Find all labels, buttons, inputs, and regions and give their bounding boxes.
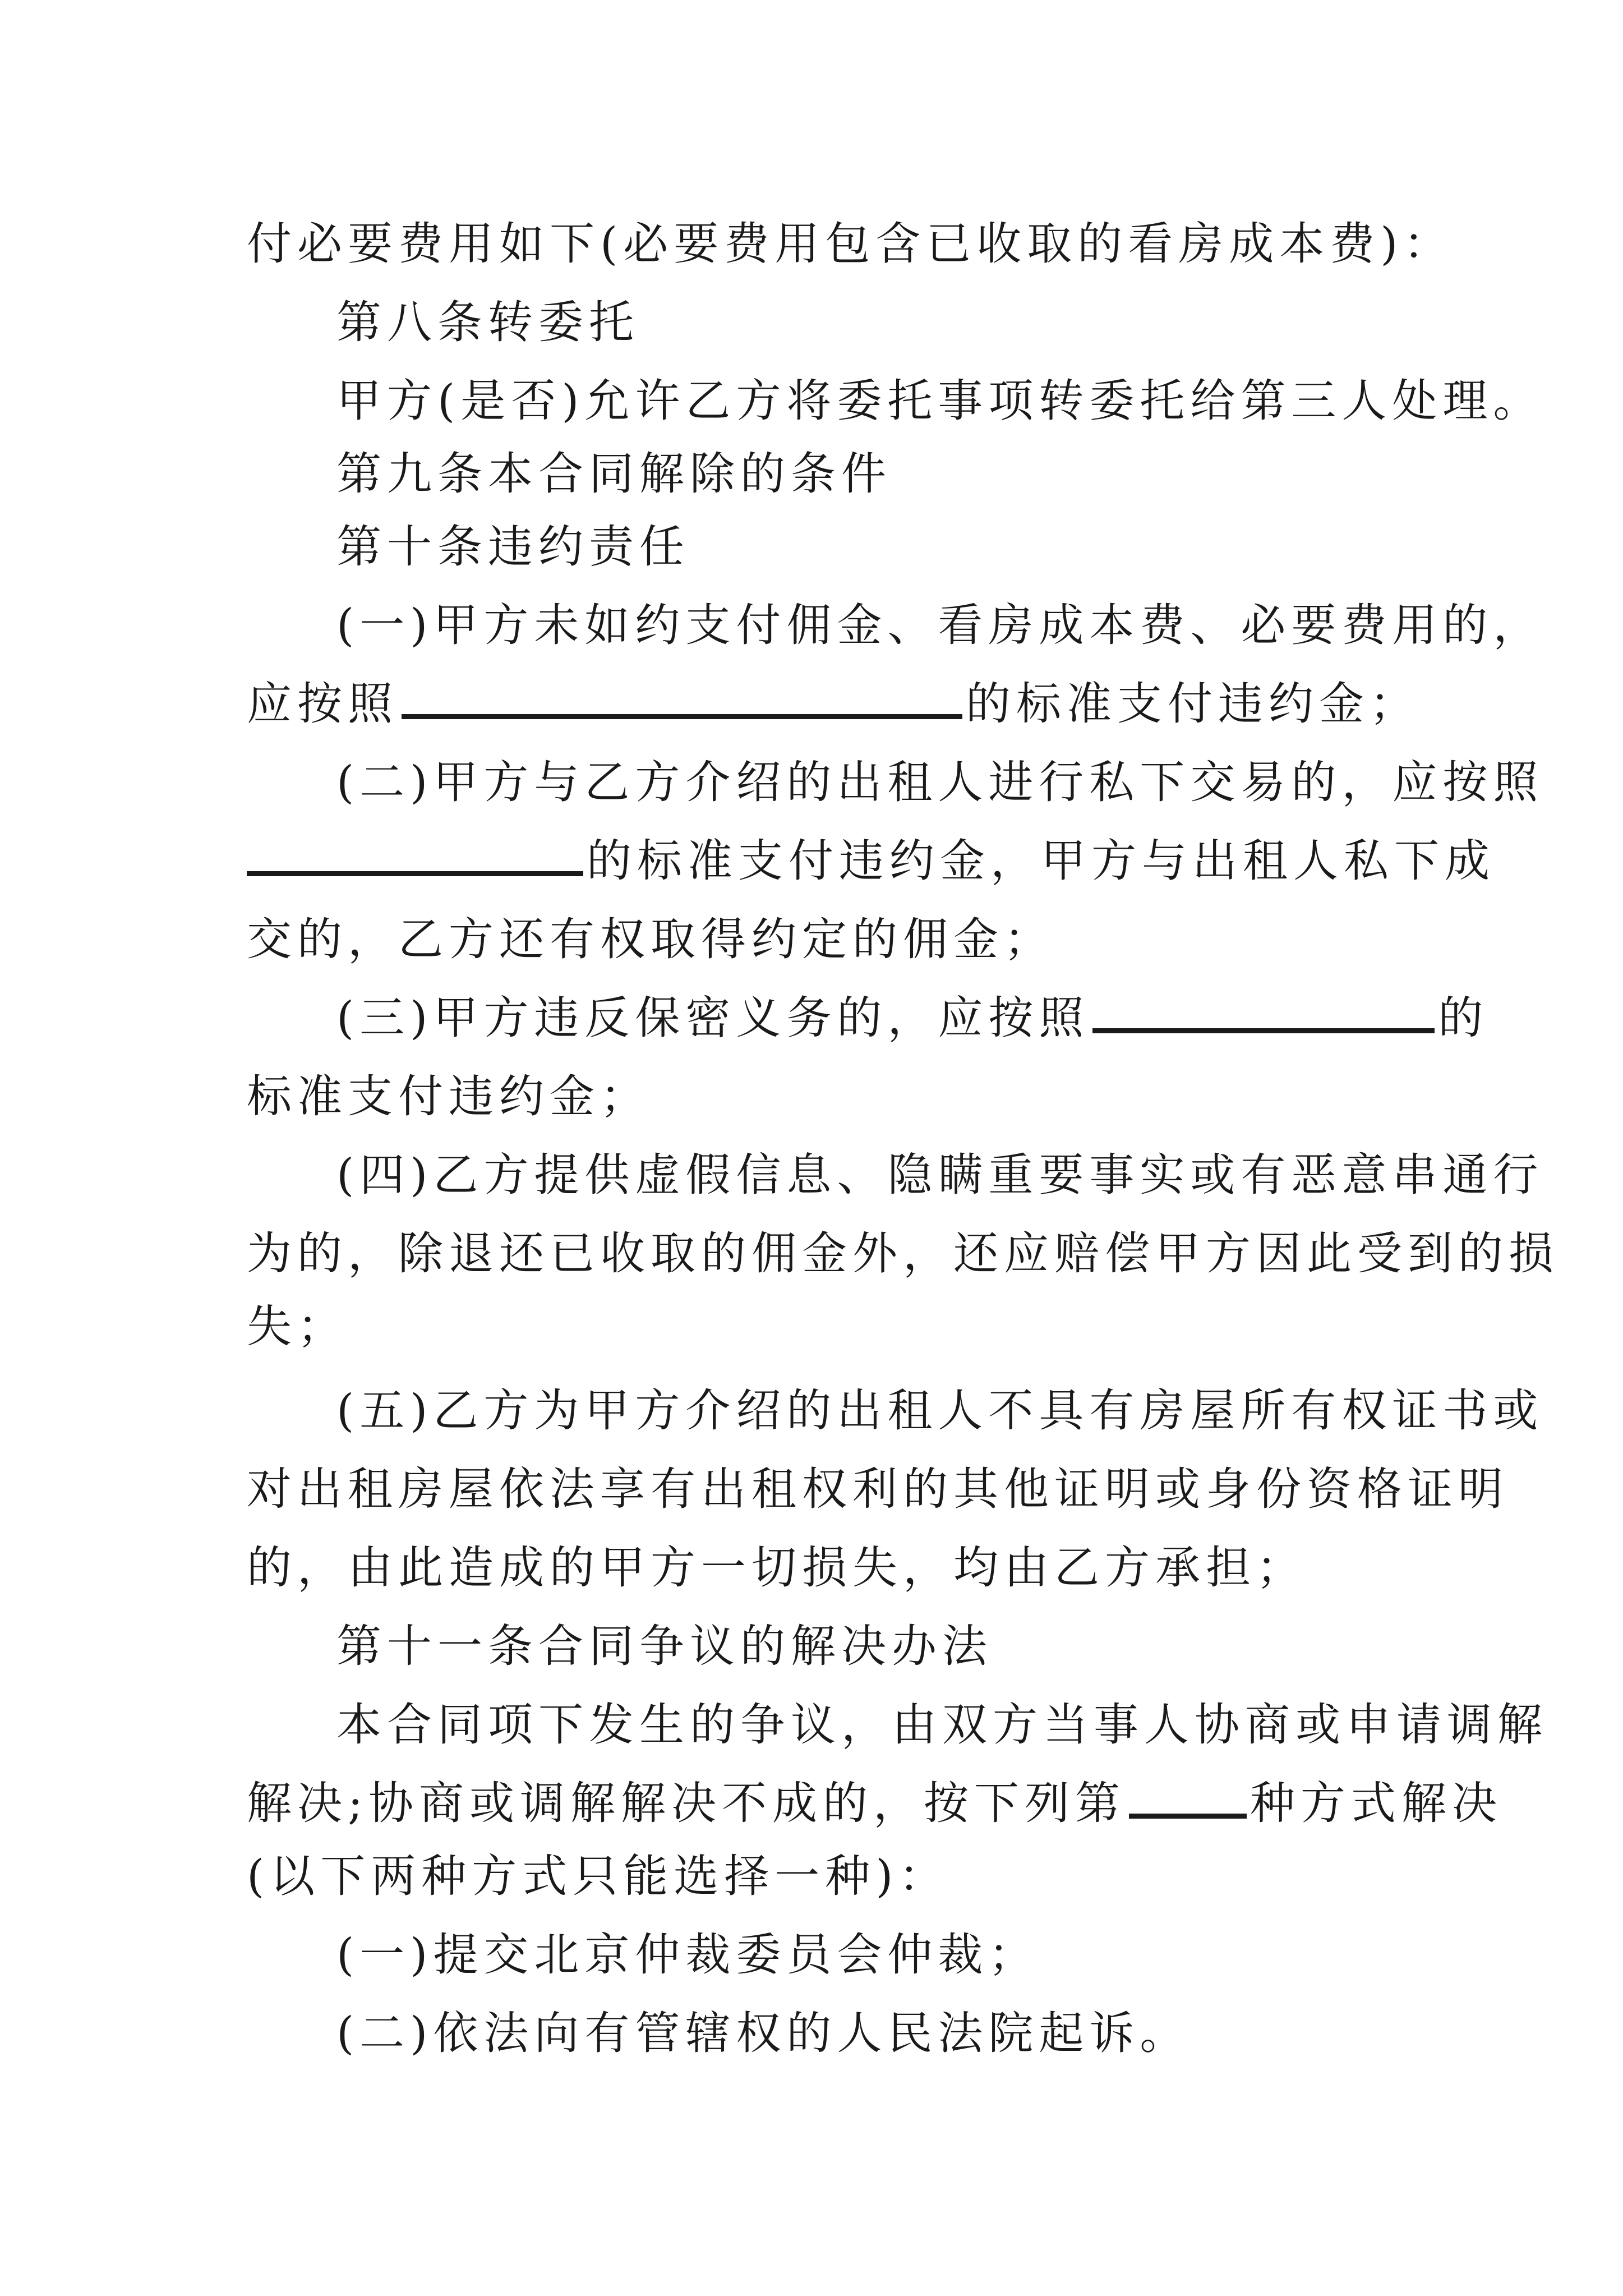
line-text: 种方式解决: [1249, 1777, 1502, 1829]
clause-4-line: 为的，除退还已收取的佣金外，还应赔偿甲方因此受到的损: [247, 1227, 1559, 1280]
article-8-heading: 第八条转委托: [336, 296, 639, 348]
clause-5-line: 对出租房屋依法享有出租权利的其他证明或身份资格证明: [247, 1463, 1509, 1515]
line-text: 的标准支付违约金，甲方与出租人私下成: [587, 835, 1495, 887]
article-10-heading: 第十条违约责任: [336, 521, 690, 573]
clause-2-line: [247, 833, 1495, 889]
clause-5-line: 的，由此造成的甲方一切损失，均由乙方承担；: [247, 1542, 1307, 1594]
fill-in-blank[interactable]: [1092, 993, 1435, 1033]
clause-3-line: 标准支付违约金；: [247, 1070, 651, 1122]
fill-in-blank[interactable]: [1129, 1779, 1247, 1819]
clause-4-line: (四)乙方提供虚假信息、隐瞒重要事实或有恶意串通行: [336, 1149, 1544, 1201]
clause-1-line: (一)甲方未如约支付佣金、看房成本费、必要费用的，: [336, 599, 1544, 651]
paragraph-line: [247, 1775, 1502, 1832]
line-text: (三)甲方违反保密义务的，应按照: [336, 992, 1090, 1044]
clause-3-line: [336, 990, 1488, 1046]
article-9-heading: 第九条本合同解除的条件: [336, 448, 892, 500]
paragraph-line: 付必要费用如下(必要费用包含已收取的看房成本费)：: [247, 218, 1454, 270]
paragraph-line: 甲方(是否)允许乙方将委托事项转委托给第三人处理。: [336, 375, 1544, 427]
line-text: 的: [1438, 992, 1489, 1044]
paragraph-line: (以下两种方式只能选择一种)：: [247, 1850, 949, 1902]
article-11-heading: 第十一条合同争议的解决办法: [336, 1620, 993, 1672]
option-2-line: (二)依法向有管辖权的人民法院起诉。: [336, 2007, 1191, 2059]
paragraph-line: 本合同项下发生的争议，由双方当事人协商或申请调解: [336, 1699, 1548, 1751]
clause-2-line: (二)甲方与乙方介绍的出租人进行私下交易的，应按照: [336, 756, 1544, 808]
clause-4-line: 失；: [247, 1300, 348, 1352]
option-1-line: (一)提交北京仲裁委员会仲裁；: [336, 1929, 1039, 1981]
clause-2-line: 交的，乙方还有权取得约定的佣金；: [247, 913, 1054, 965]
clause-1-line: [247, 676, 1420, 732]
line-text: 解决;协商或调解解决不成的，按下列第: [247, 1777, 1126, 1829]
clause-5-line: (五)乙方为甲方介绍的出租人不具有房屋所有权证书或: [336, 1384, 1544, 1437]
line-text: 的标准支付违约金；: [966, 678, 1420, 730]
fill-in-blank[interactable]: [402, 679, 962, 719]
line-text: 应按照: [247, 678, 398, 730]
fill-in-blank[interactable]: [247, 836, 583, 876]
